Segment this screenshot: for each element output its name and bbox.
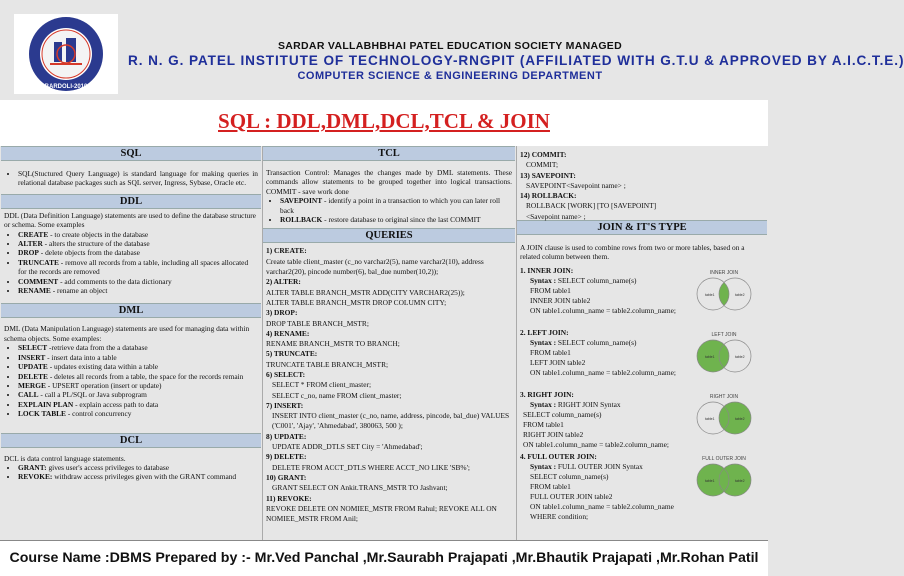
dml-desc: - insert data into a table (45, 352, 117, 362)
join-syntax-line: RIGHT JOIN table2 (523, 430, 584, 440)
venn-table2-label: table2 (735, 354, 745, 359)
join-syntax-line (520, 338, 687, 348)
join-text (517, 328, 687, 378)
dml-keyword: SELECT (18, 343, 48, 353)
society-line: SARDAR VALLABHBHAI PATEL EDUCATION SOCIETY MANAGED (277, 40, 622, 52)
dcl-keyword: REVOKE: (18, 472, 53, 482)
dcl-desc: withdraw access privileges given with the GRANT command (52, 472, 237, 482)
query-line: DROP TABLE BRANCH_MSTR; (266, 318, 369, 328)
ddl-heading: DDL (1, 194, 261, 209)
dml-item (18, 372, 258, 381)
dcl-keyword: GRANT: (18, 462, 47, 472)
ddl-desc: - delete objects from the database (38, 248, 140, 258)
dcl-desc: gives user's access privileges to database (46, 462, 170, 472)
sql-section (1, 161, 261, 194)
syntax-text: SELECT column_name(s) (556, 275, 637, 285)
ddl-item (18, 277, 258, 286)
ddl-item (18, 286, 258, 295)
join-syntax-line: ON table1.column_name = table2.column_name (530, 502, 674, 512)
join-syntax-line: FROM table1 (530, 348, 571, 357)
ddl-section (1, 209, 261, 298)
join-syntax-line: ON table1.column_name = table2.column_name; (523, 440, 669, 450)
syntax-label: Syntax : (530, 461, 557, 471)
sql-heading: SQL (1, 146, 261, 161)
join-title: 2. LEFT JOIN: (520, 327, 569, 337)
logo-caption: BARDOLI-2010 (44, 84, 88, 90)
venn-diagram-full (689, 452, 759, 502)
join-syntax-line: ON table1.column_name = table2.column_name; (530, 306, 676, 316)
ddl-keyword: COMMENT (18, 276, 59, 286)
dml-keyword: MERGE (18, 380, 46, 390)
venn-table1-label: table1 (705, 292, 715, 297)
join-title: 1. INNER JOIN: (520, 265, 574, 275)
header (0, 0, 904, 98)
ddl-keyword: CREATE (18, 229, 49, 239)
query-line: DELETE FROM ACCT_DTLS WHERE ACCT_NO LIKE 'SB%'; (272, 462, 470, 472)
query-line: ALTER TABLE BRANCH_MSTR DROP COLUMN CITY; (266, 297, 447, 307)
join-text (517, 390, 687, 451)
tcl-section (263, 161, 515, 226)
column-middle (262, 146, 515, 540)
venn-label: FULL OUTER JOIN (702, 455, 746, 462)
dml-desc: - updates existing data within a table (47, 362, 159, 372)
query-heading: 8) UPDATE: (266, 431, 307, 441)
dcl-heading: DCL (1, 433, 261, 448)
ddl-keyword: ALTER (18, 239, 43, 249)
tcl-keyword: ROLLBACK (280, 215, 323, 225)
join-syntax-line (520, 276, 687, 286)
dml-section (1, 318, 261, 420)
dcl-item (18, 463, 258, 472)
ddl-list (4, 230, 258, 296)
ddl-desc: - remove all records from a table, including all spaces allocated for the records are removed (18, 257, 249, 277)
tcl-keyword: SAVEPOINT (280, 196, 323, 206)
venn-label: LEFT JOIN (711, 331, 737, 338)
query-line: UPDATE ADDR_DTLS SET City = 'Ahmedabad'; (272, 442, 423, 452)
query-heading: 7) INSERT: (266, 400, 304, 410)
dml-keyword: EXPLAIN PLAN (18, 399, 74, 409)
ddl-item (18, 258, 258, 277)
ddl-desc: - alters the structure of the database (42, 239, 150, 249)
dml-item (18, 343, 258, 352)
venn-table1-label: table1 (705, 354, 715, 359)
join-syntax-line: SELECT column_name(s) (523, 410, 602, 419)
dcl-item (18, 472, 258, 481)
dml-keyword: UPDATE (18, 362, 48, 372)
syntax-label: Syntax : (530, 399, 557, 409)
query-line: REVOKE DELETE ON NOMIEE_MSTR FROM Rahul; REVOKE ALL ON NOMIEE_MSTR FROM Anil; (266, 503, 497, 524)
join-block (517, 266, 767, 328)
query-line: SELECT c_no, name FROM client_master; (272, 390, 402, 400)
dml-item (18, 381, 258, 390)
query-line: ROLLBACK [WORK] [TO [SAVEPOINT] (526, 201, 657, 211)
dml-desc: - call a PL/SQL or Java subprogram (38, 390, 147, 400)
dml-desc: - explain access path to data (73, 399, 159, 409)
dml-item (18, 400, 258, 409)
syntax-label: Syntax : (530, 275, 557, 285)
sql-description: • SQL(Stuctured Query Language) is standard language for making queries in relational database packages such as SQL server, Ingress, Sybase, Oracle etc. (18, 169, 258, 188)
institute-logo (14, 14, 118, 94)
venn-table1-label: table1 (705, 478, 715, 483)
dml-item (18, 409, 258, 418)
dcl-section (1, 448, 261, 484)
ddl-desc: - rename an object (50, 286, 108, 296)
ddl-item (18, 248, 258, 257)
queries-heading: QUERIES (263, 228, 515, 243)
institute-name: R. N. G. PATEL INSTITUTE OF TECHNOLOGY-RNGPIT (AFFILIATED WITH G.T.U & APPROVED BY A.I.C.T.E.) (128, 53, 904, 68)
syntax-label: Syntax : (530, 337, 557, 347)
venn-table1-label: table1 (705, 416, 715, 421)
tcl-desc: - identify a point in a transaction to which you can later roll back (280, 196, 501, 215)
ddl-item (18, 230, 258, 239)
join-syntax-line: SELECT column_name(s) (530, 472, 609, 481)
query-line: RENAME BRANCH_MSTR TO BRANCH; (266, 339, 400, 349)
query-line: TRUNCATE TABLE BRANCH_MSTR; (266, 359, 389, 369)
join-block (517, 452, 767, 528)
queries-continued (517, 146, 767, 220)
query-line: COMMIT; (526, 160, 559, 170)
join-syntax-line: WHERE condition; (530, 512, 589, 522)
tcl-item (280, 215, 512, 224)
dml-keyword: CALL (18, 390, 39, 400)
query-line: SELECT * FROM client_master; (272, 380, 372, 390)
ddl-desc: - to create objects in the database (48, 229, 149, 239)
dcl-list (4, 463, 258, 482)
ddl-item (18, 239, 258, 248)
dml-desc: - deletes all records from a table, the space for the records remain (48, 371, 244, 381)
query-line: GRANT SELECT ON Ankit.TRANS_MSTR TO Jashvant; (272, 483, 448, 493)
join-types (517, 266, 767, 528)
query-line: SAVEPOINT<Savepoint name> ; (526, 180, 626, 190)
venn-diagram-left (689, 328, 759, 378)
join-intro: A JOIN clause is used to combine rows from two or more tables, based on a related column between them. (520, 243, 745, 262)
venn-label: RIGHT JOIN (709, 393, 739, 400)
query-heading: 10) GRANT: (266, 472, 307, 482)
query-heading: 3) DROP: (266, 308, 298, 318)
query-heading: 1) CREATE: (266, 246, 307, 256)
syntax-text: SELECT column_name(s) (556, 337, 637, 347)
dml-keyword: LOCK TABLE (18, 409, 66, 419)
venn-diagram-right (689, 390, 759, 440)
join-syntax-line: FROM table1 (523, 420, 564, 430)
dml-keyword: INSERT (18, 352, 46, 362)
venn-label: INNER JOIN (709, 269, 739, 276)
query-heading: 14) ROLLBACK: (520, 191, 577, 201)
query-line: <Savepoint name> ; (526, 211, 586, 221)
join-syntax-line (520, 400, 687, 410)
ddl-keyword: DROP (18, 248, 39, 258)
join-syntax-line: LEFT JOIN table2 (530, 358, 586, 368)
query-heading: 13) SAVEPOINT: (520, 170, 576, 180)
query-line: ALTER TABLE BRANCH_MSTR ADD(CITY VARCHAR2(25)); (266, 287, 465, 297)
venn-diagram-inner (689, 266, 759, 316)
join-syntax-line: INNER JOIN table2 (530, 296, 591, 306)
join-syntax-line: FROM table1 (530, 482, 571, 492)
dml-intro: DML (Data Manipulation Language) statements are used for managing data within schema objects. Some examples: (4, 324, 250, 343)
query-heading: 6) SELECT: (266, 370, 306, 379)
join-text (517, 452, 687, 523)
dcl-intro: DCL is data control language statements. (4, 453, 126, 463)
page-title: SQL : DDL,DML,DCL,TCL & JOIN (0, 100, 768, 146)
join-heading: JOIN & IT'S TYPE (517, 220, 767, 235)
dml-keyword: DELETE (18, 371, 48, 381)
query-heading: 4) RENAME: (266, 328, 310, 338)
venn-table2-label: table2 (735, 478, 745, 483)
dml-desc: - UPSERT operation (insert or update) (45, 380, 162, 390)
tcl-heading: TCL (263, 146, 515, 161)
join-title: 3. RIGHT JOIN: (520, 389, 574, 399)
ddl-desc: - add comments to the data dictionary (58, 276, 172, 286)
query-line: INSERT INTO client_master (c_no, name, address, pincode, bal_due) VALUES ('C001', 'Ajay', 'Ahmedabad', 380063, 500 ); (272, 411, 510, 431)
syntax-text: RIGHT JOIN Syntax (556, 399, 621, 409)
query-heading: 11) REVOKE: (266, 493, 312, 503)
dml-desc: -retrieve data from the a database (47, 343, 148, 353)
ddl-keyword: TRUNCATE (18, 257, 59, 267)
column-left (1, 146, 261, 540)
query-heading: 12) COMMIT: (520, 150, 567, 159)
tcl-desc: - restore database to original since the last COMMIT (322, 215, 481, 225)
syntax-text: FULL OUTER JOIN Syntax (556, 461, 643, 471)
join-block (517, 390, 767, 452)
dml-list (4, 343, 258, 418)
dml-heading: DML (1, 303, 261, 318)
query-heading: 9) DELETE: (266, 452, 307, 462)
query-line: Create table client_master (c_no varchar2(5), name varchar2(10), address varchar2(20), pincode number(6), bal_due number(10,2)); (266, 256, 484, 277)
venn-table2-label: table2 (735, 292, 745, 297)
dml-item (18, 353, 258, 362)
query-heading: 5) TRUNCATE: (266, 349, 318, 359)
join-syntax-line: ON table1.column_name = table2.column_name; (530, 368, 676, 378)
ddl-intro: DDL (Data Definition Language) statements are used to define the database structure or schema. Some examples (4, 210, 256, 230)
venn-table2-label: table2 (735, 416, 745, 421)
ddl-keyword: RENAME (18, 286, 51, 296)
join-syntax-line: FULL OUTER JOIN table2 (530, 492, 613, 502)
query-heading: 2) ALTER: (266, 277, 301, 287)
tcl-list (266, 196, 512, 224)
join-block (517, 328, 767, 390)
dml-item (18, 390, 258, 399)
footer-credits: Course Name :DBMS Prepared by :- Mr.Ved Panchal ,Mr.Saurabh Prajapati ,Mr.Bhautik Prajapati ,Mr.Rohan Patil (0, 540, 768, 576)
join-syntax-line (520, 462, 687, 472)
queries-list (263, 243, 515, 524)
column-right (516, 146, 767, 540)
join-title: 4. FULL OUTER JOIN: (520, 451, 597, 461)
tcl-intro: Transaction Control: Manages the changes made by DML statements. These commands allow statements to be grouped together into logical transactions. COMMIT - save work done (266, 168, 512, 196)
department-name: COMPUTER SCIENCE & ENGINEERING DEPARTMENT (297, 70, 603, 82)
join-text (517, 266, 687, 316)
join-syntax-line: FROM table1 (530, 286, 571, 295)
dml-desc: - control concurrency (65, 409, 132, 419)
dml-item (18, 362, 258, 371)
tcl-item (280, 196, 512, 215)
